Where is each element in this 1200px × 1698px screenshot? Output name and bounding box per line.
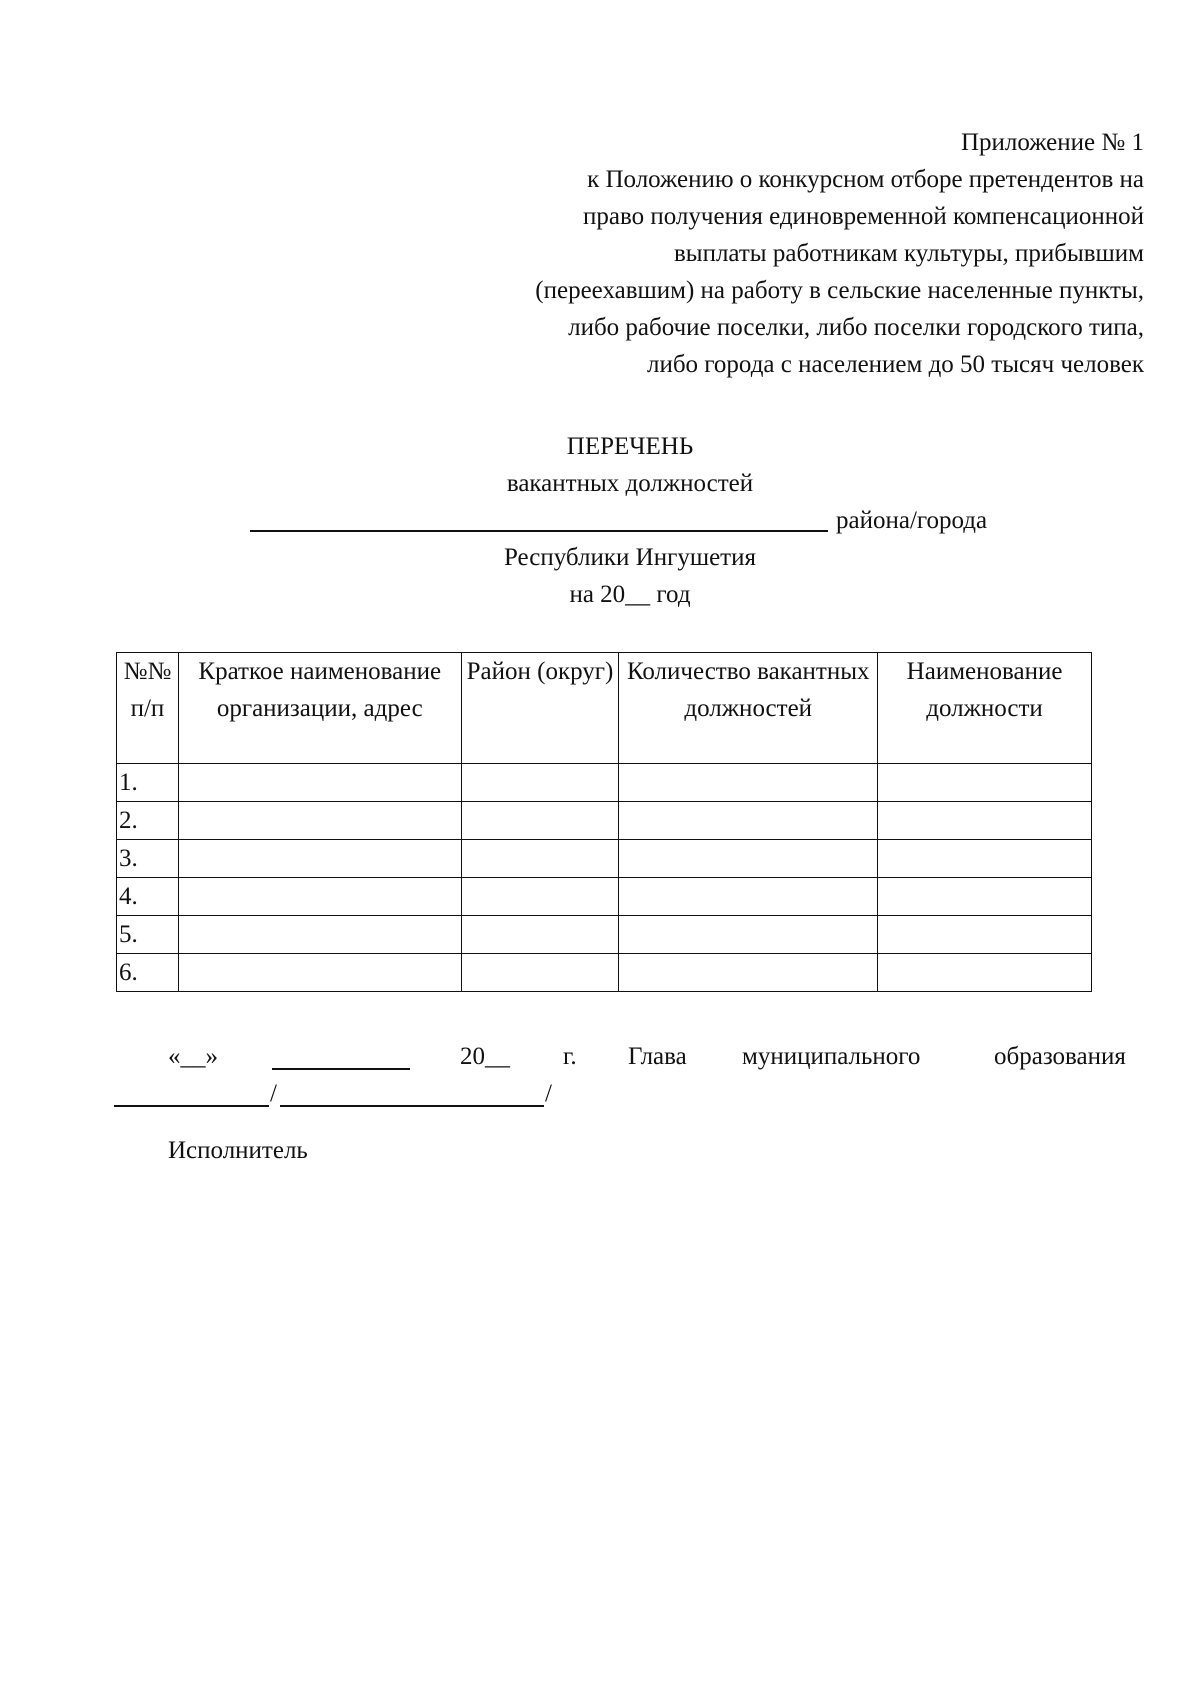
table-cell[interactable]: [619, 916, 878, 954]
region-blank-line[interactable]: [250, 530, 828, 532]
region-line: [0, 502, 1200, 539]
table-cell[interactable]: [461, 954, 619, 992]
table-cell[interactable]: [461, 878, 619, 916]
table-cell[interactable]: [878, 802, 1092, 840]
table-row: [117, 840, 1092, 878]
table-row: [117, 954, 1092, 992]
header-line: либо рабочие поселки, либо поселки городского типа,: [568, 314, 1144, 341]
col-header-vacancy-count: Количество вакантных должностей: [619, 653, 878, 764]
table-cell[interactable]: [619, 840, 878, 878]
table-cell[interactable]: [178, 954, 461, 992]
header-line: право получения единовременной компенсационной: [583, 203, 1144, 230]
table-header-row: [117, 653, 1092, 764]
col-header-number: №№ п/п: [117, 653, 179, 764]
table-cell[interactable]: [619, 954, 878, 992]
document-subtitle: вакантных должностей: [506, 470, 754, 497]
signature-slash-2: /: [545, 1080, 552, 1107]
table-row: [117, 916, 1092, 954]
table-cell[interactable]: [878, 878, 1092, 916]
executor-label: Исполнитель: [168, 1137, 308, 1164]
appendix-header: [384, 124, 1144, 383]
table-cell[interactable]: [461, 802, 619, 840]
signature-block: [0, 1038, 1200, 1112]
header-line: либо города с населением до 50 тысяч человек: [646, 351, 1144, 378]
signature-line-1: [0, 1038, 1200, 1075]
vacancy-table: [116, 652, 1092, 992]
header-line: выплаты работникам культуры, прибывшим: [673, 240, 1144, 267]
col-header-district: Район (округ): [461, 653, 619, 764]
row-number: 2.: [117, 802, 179, 840]
table-cell[interactable]: [178, 764, 461, 802]
date-month-blank[interactable]: [272, 1068, 410, 1070]
table-cell[interactable]: [619, 878, 878, 916]
header-line: Приложение № 1: [960, 129, 1144, 156]
year-suffix: г.: [563, 1043, 577, 1070]
signature-blank[interactable]: [114, 1105, 269, 1107]
table-cell[interactable]: [878, 840, 1092, 878]
header-line: (переехавшим) на работу в сельские населенные пункты,: [535, 277, 1144, 304]
table-cell[interactable]: [178, 802, 461, 840]
document-title: ПЕРЕЧЕНЬ: [566, 433, 694, 460]
signature-slash-1: /: [270, 1080, 277, 1107]
title-block: [0, 428, 1200, 613]
table-row: [117, 878, 1092, 916]
table-cell[interactable]: [178, 878, 461, 916]
table-cell[interactable]: [461, 840, 619, 878]
row-number: 6.: [117, 954, 179, 992]
col-header-organization: Краткое наименование организации, адрес: [178, 653, 461, 764]
table-cell[interactable]: [878, 764, 1092, 802]
table-cell[interactable]: [461, 916, 619, 954]
header-line: к Положению о конкурсном отборе претендентов на: [587, 166, 1144, 193]
table-row: [117, 764, 1092, 802]
table-cell[interactable]: [178, 916, 461, 954]
table-cell[interactable]: [878, 916, 1092, 954]
name-blank[interactable]: [280, 1105, 544, 1107]
row-number: 5.: [117, 916, 179, 954]
signatory-word-2: муниципального: [742, 1043, 921, 1070]
table-cell[interactable]: [619, 764, 878, 802]
table-cell[interactable]: [878, 954, 1092, 992]
signatory-word-3: образования: [994, 1043, 1126, 1070]
signatory-word-1: Глава: [628, 1043, 687, 1070]
table-cell[interactable]: [178, 840, 461, 878]
region-label: района/города: [836, 507, 988, 534]
row-number: 4.: [117, 878, 179, 916]
table-cell[interactable]: [619, 802, 878, 840]
table-row: [117, 802, 1092, 840]
table-cell[interactable]: [461, 764, 619, 802]
date-year-field: 20__: [460, 1043, 510, 1070]
date-day-field: «__»: [168, 1043, 218, 1070]
row-number: 3.: [117, 840, 179, 878]
col-header-position: Наименование должности: [878, 653, 1092, 764]
year-label: на 20__ год: [569, 581, 691, 608]
republic-label: Республики Ингушетия: [503, 544, 756, 571]
signature-line-2: [0, 1075, 1200, 1112]
row-number: 1.: [117, 764, 179, 802]
